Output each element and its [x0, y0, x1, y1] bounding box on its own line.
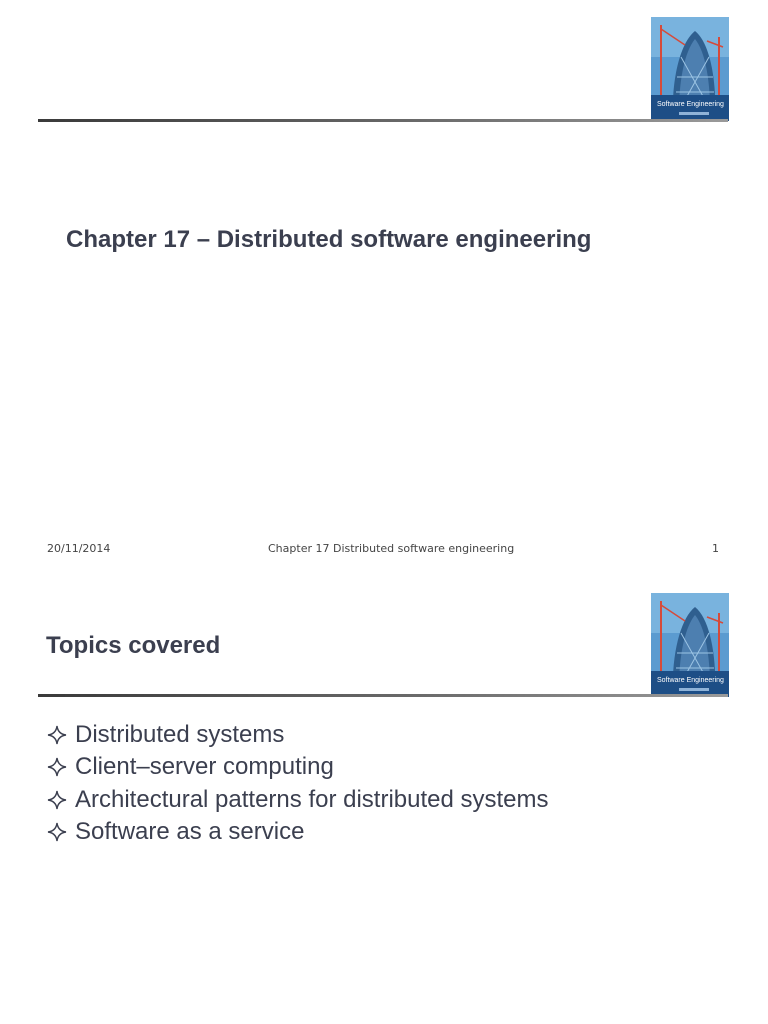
slide-2 — [0, 576, 768, 1024]
cover-title-text: Software Engineering — [657, 677, 724, 684]
four-point-star-outline-icon — [47, 757, 69, 777]
footer-chapter-text: Chapter 17 Distributed software engineering — [268, 542, 515, 555]
bullet-text: Architectural patterns for distributed systems — [75, 785, 549, 813]
four-point-star-outline-icon — [47, 822, 69, 842]
slide-title: Topics covered — [46, 632, 221, 659]
book-cover-art — [651, 17, 729, 121]
bullet-text: Distributed systems — [75, 720, 285, 748]
book-cover-art — [651, 593, 729, 697]
chapter-title: Chapter 17 – Distributed software engineering — [66, 226, 592, 253]
header-rule — [38, 694, 728, 697]
footer-date: 20/11/2014 — [47, 542, 111, 555]
bullet-text: Client–server computing — [75, 753, 334, 781]
book-cover-image — [651, 593, 729, 697]
topics-list — [47, 713, 549, 854]
list-item — [47, 811, 549, 855]
book-cover-image — [651, 17, 729, 121]
four-point-star-outline-icon — [47, 725, 69, 745]
four-point-star-outline-icon — [47, 790, 69, 810]
header-rule — [38, 119, 728, 122]
bullet-text: Software as a service — [75, 818, 305, 846]
footer-page-number: 1 — [712, 542, 719, 555]
cover-title-text: Software Engineering — [657, 101, 724, 108]
